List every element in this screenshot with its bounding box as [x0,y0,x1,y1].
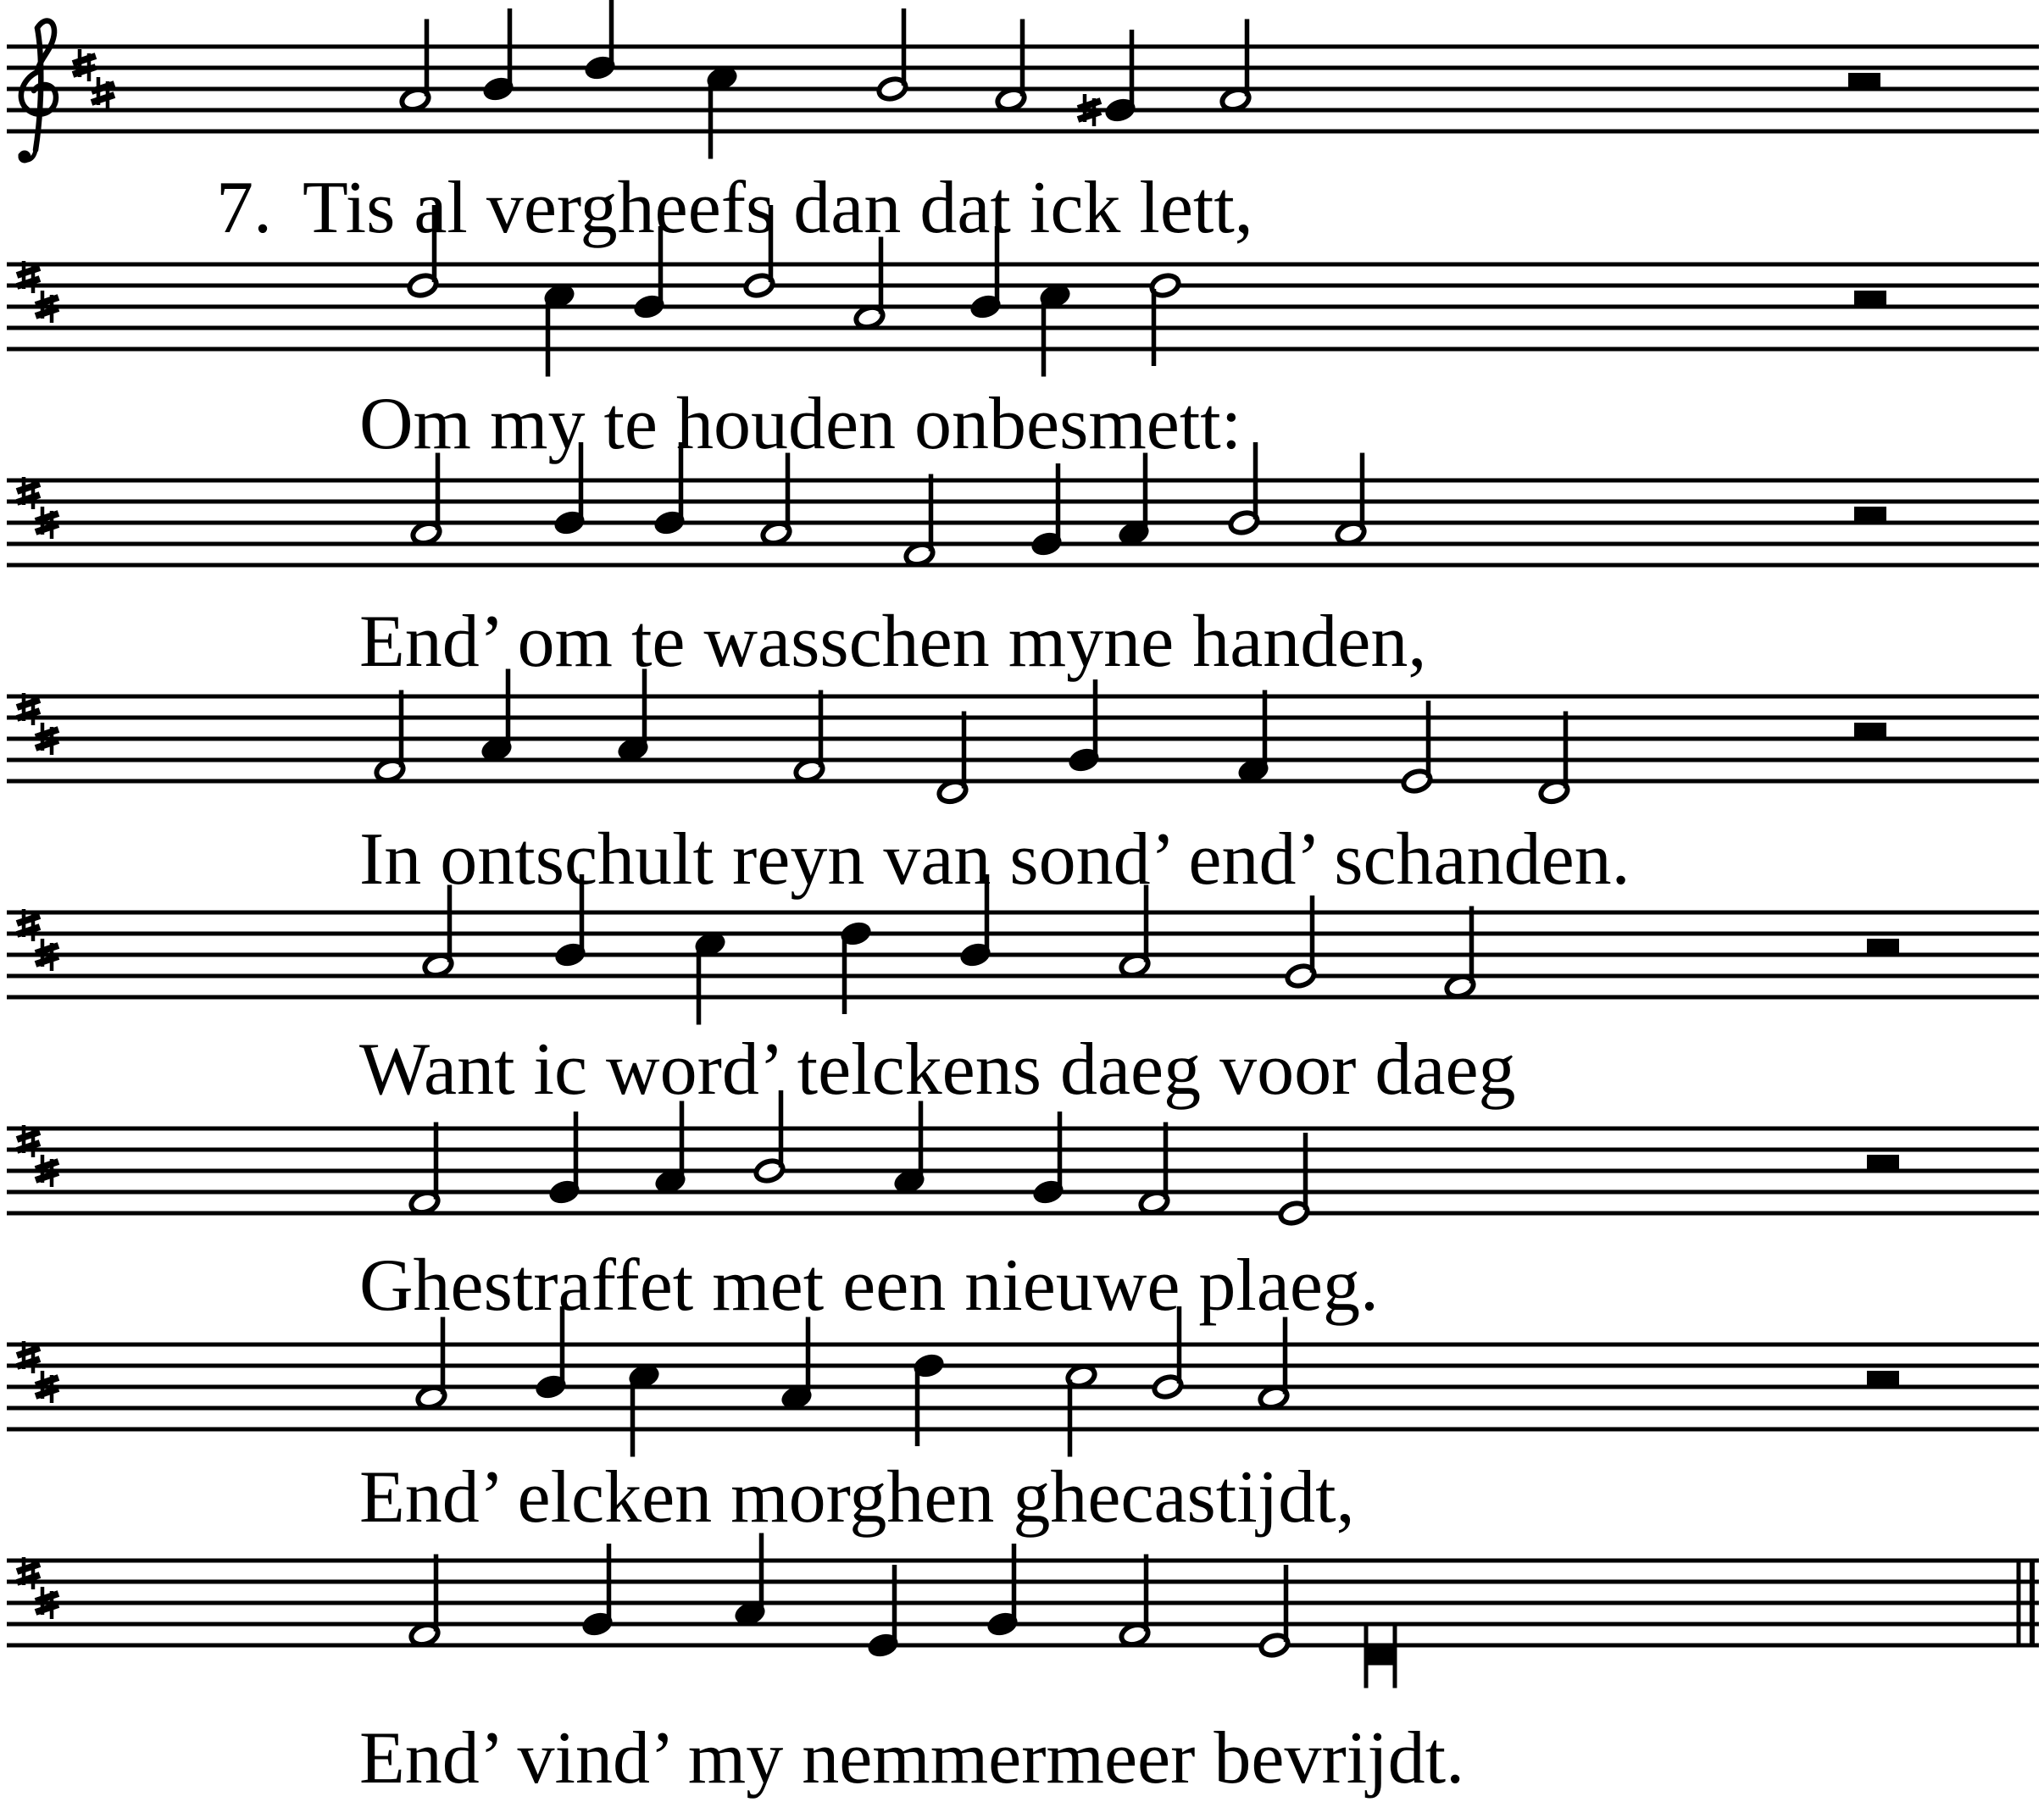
verse-number: 7. [216,167,272,249]
half-rest [1854,723,1886,739]
half-rest [1867,1371,1899,1387]
lyric-text-1: Tis al vergheefs dan dat ick lett, [303,167,1253,249]
lyric-line-6: Ghestraffet met een nieuwe plaeg. [359,1245,1379,1327]
lyric-line-7: End’ elcken morghen ghecastijdt, [359,1456,1355,1539]
lyric-line-8: End’ vind’ my nemmermeer bevrijdt. [359,1717,1465,1799]
lyric-line-2: Om my te houden onbesmett: [359,383,1242,465]
half-rest [1854,291,1886,307]
treble-clef-icon [19,20,57,163]
lyric-line-1 [216,167,1253,249]
half-rest [1867,1155,1899,1171]
half-rest [1848,73,1880,89]
lyric-line-3: End’ om te wasschen myne handen, [359,601,1427,683]
lyric-line-5: Want ic word’ telckens daeg voor daeg [359,1029,1516,1111]
lyric-line-4: In ontschult reyn van sond’ end’ schanden. [359,818,1630,901]
half-rest [1854,507,1886,523]
half-rest [1867,939,1899,955]
